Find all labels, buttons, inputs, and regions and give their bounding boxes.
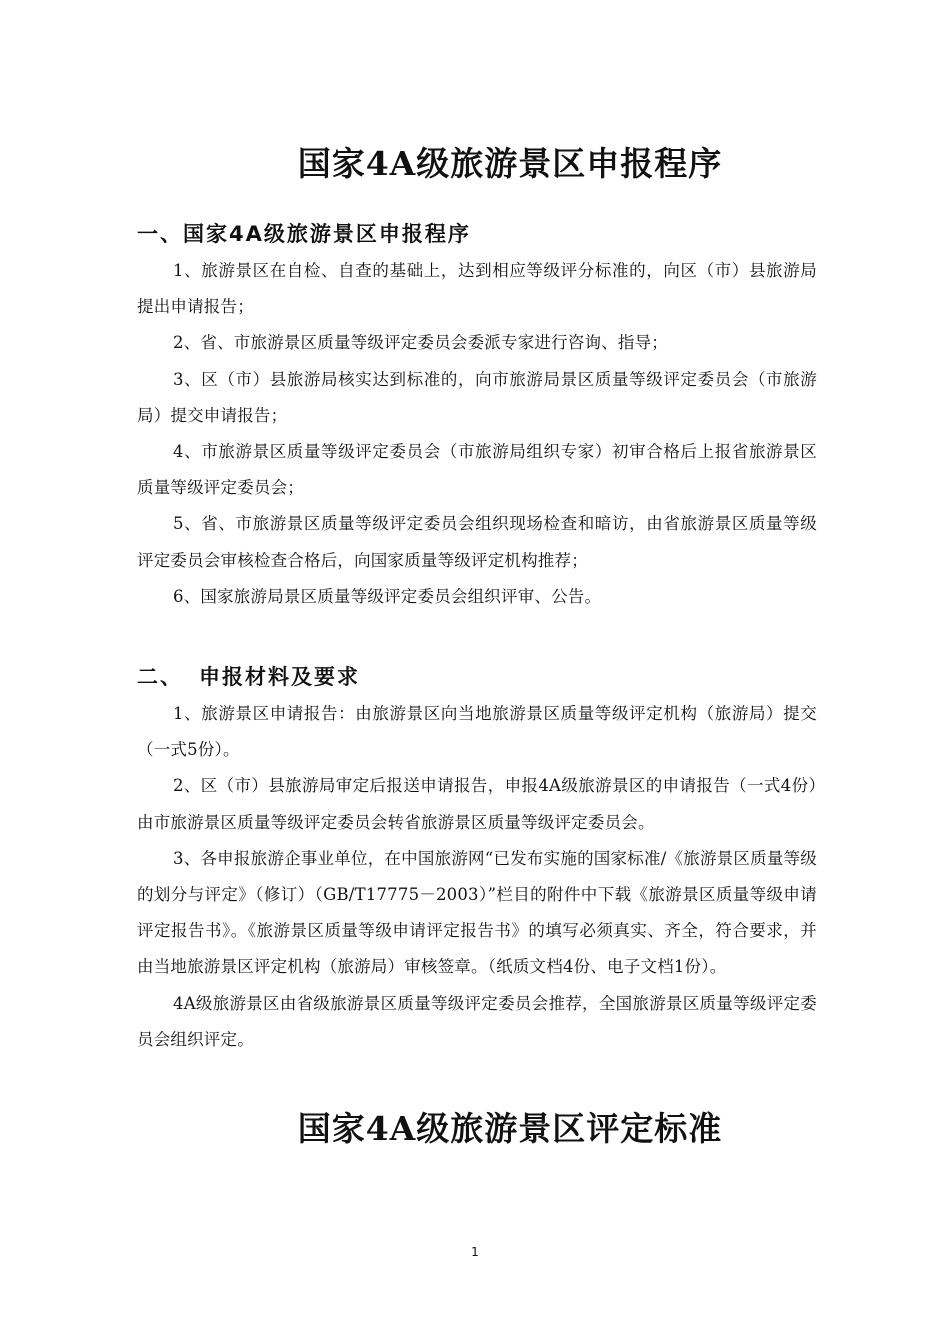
paragraph: 1、旅游景区在自检、自查的基础上，达到相应等级评分标准的，向区（市）县旅游局提出申请报告； (137, 261, 817, 317)
section-number: 一、 (137, 222, 183, 246)
paragraph: 6、国家旅游局景区质量等级评定委员会组织评审、公告。 (173, 586, 602, 606)
page-title: 国家4A级旅游景区申报程序 (297, 144, 723, 183)
section-heading-materials (137, 661, 827, 691)
page-number: 1 (471, 1245, 479, 1259)
paragraph: 2、区（市）县旅游局审定后报送申请报告，申报4A级旅游景区的申请报告（一式4份）由市旅游景区质量等级评定委员会转省旅游景区质量等级评定委员会。 (137, 776, 817, 832)
second-title: 国家4A级旅游景区评定标准 (297, 1109, 723, 1148)
paragraph: 3、区（市）县旅游局核实达到标准的，向市旅游局景区质量等级评定委员会（市旅游局）提交申请报告； (137, 369, 817, 425)
section-heading-application-procedure (137, 218, 827, 248)
paragraph: 3、各申报旅游企事业单位，在中国旅游网“已发布实施的国家标准/《旅游景区质量等级的划分与评定》（修订）（GB/T17775－2003）”栏目的附件中下载《旅游景区质量等级申请评定报告书》。《旅游景区质量等级申请评定报告书》的填写必须真实、齐全，符合要求，并由当地旅游景区评定机构（旅游局）审核签章。（纸质文档4份、电子文档1份）。 (137, 848, 817, 977)
materials-paragraphs (137, 696, 817, 1058)
section-heading-text: 国家4A级旅游景区申报程序 (183, 222, 471, 246)
procedure-paragraphs (137, 253, 817, 615)
paragraph: 1、旅游景区申请报告：由旅游景区向当地旅游景区质量等级评定机构（旅游局）提交（一式5份）。 (137, 704, 817, 760)
paragraph: 4、市旅游景区质量等级评定委员会（市旅游局组织专家）初审合格后上报省旅游景区质量等级评定委员会； (137, 442, 817, 498)
paragraph: 2、省、市旅游景区质量等级评定委员会委派专家进行咨询、指导； (173, 333, 668, 353)
paragraph: 4A级旅游景区由省级旅游景区质量等级评定委员会推荐，全国旅游景区质量等级评定委员会组织评定。 (137, 993, 817, 1049)
section-heading-text: 申报材料及要求 (199, 665, 360, 689)
section-number: 二、 (137, 665, 183, 689)
paragraph: 5、省、市旅游景区质量等级评定委员会组织现场检查和暗访，由省旅游景区质量等级评定委员会审核检查合格后，向国家质量等级评定机构推荐； (137, 514, 817, 570)
